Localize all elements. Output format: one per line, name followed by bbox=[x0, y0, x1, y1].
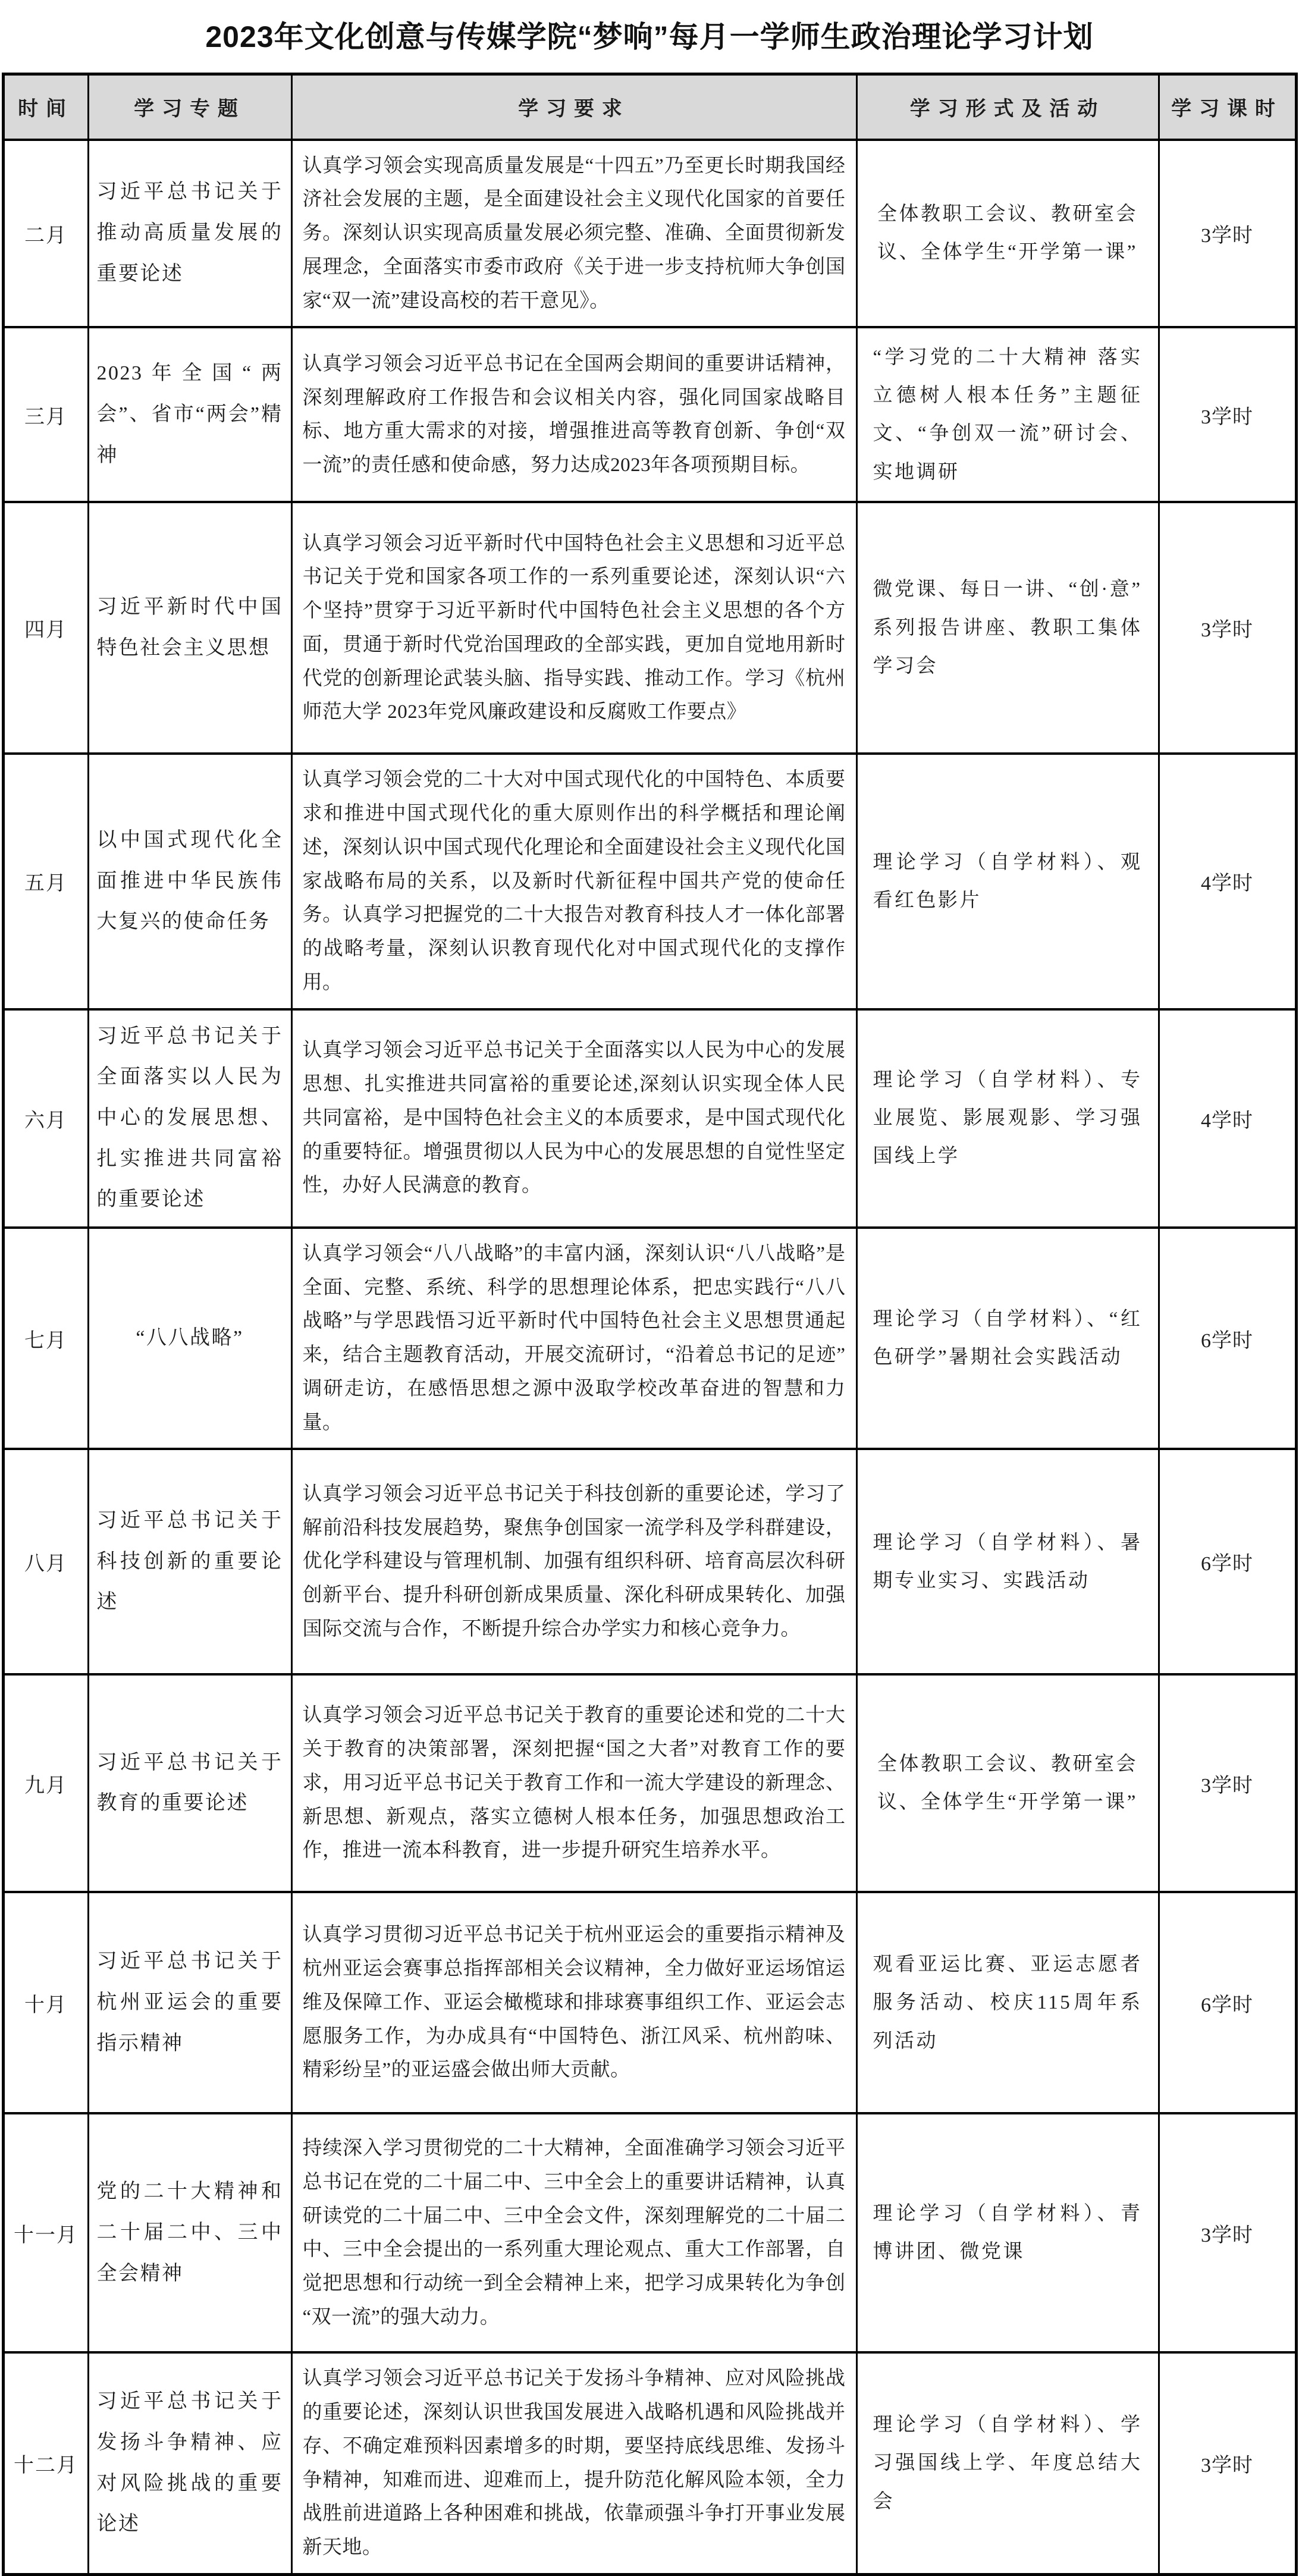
month-cell: 二月 bbox=[3, 140, 88, 328]
requirement-cell: 认真学习领会党的二十大对中国式现代化的中国特色、本质要求和推进中国式现代化的重大原则作出的科学概括和理论阐述，深刻认识中国式现代化理论和全面建设社会主义现代化国家战略布局的关系，以及新时代新征程中国共产党的使命任务。认真学习把握党的二十大报告对教育科技人才一体化部署的战略考量，深刻认识教育现代化对中国式现代化的支撑作用。 bbox=[291, 754, 856, 1009]
topic-cell: 习近平总书记关于科技创新的重要论述 bbox=[88, 1449, 291, 1674]
requirement-cell: 认真学习领会习近平总书记关于全面落实以人民为中心的发展思想、扎实推进共同富裕的重要论述,深刻认识实现全体人民共同富裕，是中国特色社会主义的本质要求，是中国式现代化的重要特征。增强贯彻以人民为中心的发展思想的自觉性坚定性，办好人民满意的教育。 bbox=[291, 1009, 856, 1228]
header-row bbox=[3, 74, 1296, 140]
topic-cell: 以中国式现代化全面推进中华民族伟大复兴的使命任务 bbox=[88, 754, 291, 1009]
table-header bbox=[3, 74, 1296, 140]
table-row bbox=[3, 754, 1296, 1009]
format-cell: 微党课、每日一讲、“创·意”系列报告讲座、教职工集体学习会 bbox=[856, 502, 1159, 754]
month-cell: 九月 bbox=[3, 1674, 88, 1892]
hours-cell: 4学时 bbox=[1159, 754, 1296, 1009]
hours-cell: 3学时 bbox=[1159, 2113, 1296, 2352]
format-cell: 理论学习（自学材料）、专业展览、影展观影、学习强国线上学 bbox=[856, 1009, 1159, 1228]
table-row bbox=[3, 2113, 1296, 2352]
header-time: 时间 bbox=[3, 74, 88, 140]
table-row bbox=[3, 1009, 1296, 1228]
header-topic: 学习专题 bbox=[88, 74, 291, 140]
table-row bbox=[3, 1449, 1296, 1674]
requirement-cell: 认真学习领会习近平总书记关于发扬斗争精神、应对风险挑战的重要论述，深刻认识世我国发展进入战略机遇和风险挑战并存、不确定难预料因素增多的时期，要坚持底线思维、发扬斗争精神，知难而进、迎难而上，提升防范化解风险本领，全力战胜前进道路上各种困难和挑战，依靠顽强斗争打开事业发展新天地。 bbox=[291, 2352, 856, 2574]
hours-cell: 6学时 bbox=[1159, 1892, 1296, 2113]
hours-cell: 3学时 bbox=[1159, 140, 1296, 328]
table-row bbox=[3, 1674, 1296, 1892]
hours-cell: 3学时 bbox=[1159, 502, 1296, 754]
hours-cell: 3学时 bbox=[1159, 2352, 1296, 2574]
page-title: 2023年文化创意与传媒学院“梦响”每月一学师生政治理论学习计划 bbox=[205, 20, 1094, 54]
table-row bbox=[3, 1892, 1296, 2113]
topic-cell: 习近平新时代中国特色社会主义思想 bbox=[88, 502, 291, 754]
hours-cell: 6学时 bbox=[1159, 1449, 1296, 1674]
month-cell: 五月 bbox=[3, 754, 88, 1009]
table-row bbox=[3, 1228, 1296, 1449]
requirement-cell: 认真学习领会“八八战略”的丰富内涵，深刻认识“八八战略”是全面、完整、系统、科学的思想理论体系，把忠实践行“八八战略”与学思践悟习近平新时代中国特色社会主义思想贯通起来，结合主题教育活动，开展交流研讨，“沿着总书记的足迹”调研走访，在感悟思想之源中汲取学校改革奋进的智慧和力量。 bbox=[291, 1228, 856, 1449]
format-cell: 理论学习（自学材料）、“红色研学”暑期社会实践活动 bbox=[856, 1228, 1159, 1449]
topic-cell: 习近平总书记关于发扬斗争精神、应对风险挑战的重要论述 bbox=[88, 2352, 291, 2574]
topic-cell: 党的二十大精神和二十届二中、三中全会精神 bbox=[88, 2113, 291, 2352]
requirement-cell: 认真学习领会习近平总书记关于科技创新的重要论述，学习了解前沿科技发展趋势，聚焦争创国家一流学科及学科群建设，优化学科建设与管理机制、加强有组织科研、培育高层次科研创新平台、提升科研创新成果质量、深化科研成果转化、加强国际交流与合作，不断提升综合办学实力和核心竞争力。 bbox=[291, 1449, 856, 1674]
month-cell: 四月 bbox=[3, 502, 88, 754]
topic-cell: 习近平总书记关于杭州亚运会的重要指示精神 bbox=[88, 1892, 291, 2113]
month-cell: 七月 bbox=[3, 1228, 88, 1449]
month-cell: 十二月 bbox=[3, 2352, 88, 2574]
header-format: 学习形式及活动 bbox=[856, 74, 1159, 140]
month-cell: 六月 bbox=[3, 1009, 88, 1228]
table-row bbox=[3, 140, 1296, 328]
month-cell: 三月 bbox=[3, 327, 88, 502]
requirement-cell: 认真学习领会习近平总书记在全国两会期间的重要讲话精神，深刻理解政府工作报告和会议相关内容，强化同国家战略目标、地方重大需求的对接，增强推进高等教育创新、争创“双一流”的责任感和使命感，努力达成2023年各项预期目标。 bbox=[291, 327, 856, 502]
requirement-cell: 认真学习领会实现高质量发展是“十四五”乃至更长时期我国经济社会发展的主题，是全面建设社会主义现代化国家的首要任务。深刻认识实现高质量发展必须完整、准确、全面贯彻新发展理念，全面落实市委市政府《关于进一步支持杭师大争创国家“双一流”建设高校的若干意见》。 bbox=[291, 140, 856, 328]
table-row bbox=[3, 2352, 1296, 2574]
topic-cell: 习近平总书记关于全面落实以人民为中心的发展思想、扎实推进共同富裕的重要论述 bbox=[88, 1009, 291, 1228]
header-requirement: 学习要求 bbox=[291, 74, 856, 140]
month-cell: 十一月 bbox=[3, 2113, 88, 2352]
format-cell: 全体教职工会议、教研室会议、全体学生“开学第一课” bbox=[856, 1674, 1159, 1892]
header-hours: 学习课时 bbox=[1159, 74, 1296, 140]
format-cell: 理论学习（自学材料）、学习强国线上学、年度总结大会 bbox=[856, 2352, 1159, 2574]
month-cell: 十月 bbox=[3, 1892, 88, 2113]
topic-cell: 习近平总书记关于推动高质量发展的重要论述 bbox=[88, 140, 291, 328]
format-cell: 理论学习（自学材料）、暑期专业实习、实践活动 bbox=[856, 1449, 1159, 1674]
table-row bbox=[3, 502, 1296, 754]
requirement-cell: 认真学习领会习近平总书记关于教育的重要论述和党的二十大关于教育的决策部署，深刻把握“国之大者”对教育工作的要求，用习近平总书记关于教育工作和一流大学建设的新理念、新思想、新观点，落实立德树人根本任务，加强思想政治工作，推进一流本科教育，进一步提升研究生培养水平。 bbox=[291, 1674, 856, 1892]
format-cell: “学习党的二十大精神 落实立德树人根本任务”主题征文、“争创双一流”研讨会、实地调研 bbox=[856, 327, 1159, 502]
study-plan-table bbox=[2, 73, 1298, 2576]
requirement-cell: 持续深入学习贯彻党的二十大精神，全面准确学习领会习近平总书记在党的二十届二中、三中全会上的重要讲话精神，认真研读党的二十届二中、三中全会文件，深刻理解党的二十届二中、三中全会提出的一系列重大理论观点、重大工作部署，自觉把思想和行动统一到全会精神上来，把学习成果转化为争创“双一流”的强大动力。 bbox=[291, 2113, 856, 2352]
topic-cell: 2023年全国“两会”、省市“两会”精神 bbox=[88, 327, 291, 502]
format-cell: 理论学习（自学材料）、青博讲团、微党课 bbox=[856, 2113, 1159, 2352]
format-cell: 全体教职工会议、教研室会议、全体学生“开学第一课” bbox=[856, 140, 1159, 328]
format-cell: 观看亚运比赛、亚运志愿者服务活动、校庆115周年系列活动 bbox=[856, 1892, 1159, 2113]
topic-cell: “八八战略” bbox=[88, 1228, 291, 1449]
topic-cell: 习近平总书记关于教育的重要论述 bbox=[88, 1674, 291, 1892]
format-cell: 理论学习（自学材料）、观看红色影片 bbox=[856, 754, 1159, 1009]
month-cell: 八月 bbox=[3, 1449, 88, 1674]
requirement-cell: 认真学习领会习近平新时代中国特色社会主义思想和习近平总书记关于党和国家各项工作的一系列重要论述，深刻认识“六个坚持”贯穿于习近平新时代中国特色社会主义思想的各个方面，贯通于新时代党治国理政的全部实践，更加自觉地用新时代党的创新理论武装头脑、指导实践、推动工作。学习《杭州师范大学 2023年党风廉政建设和反腐败工作要点》 bbox=[291, 502, 856, 754]
table-row bbox=[3, 327, 1296, 502]
requirement-cell: 认真学习贯彻习近平总书记关于杭州亚运会的重要指示精神及杭州亚运会赛事总指挥部相关会议精神，全力做好亚运场馆运维及保障工作、亚运会橄榄球和排球赛事组织工作、亚运会志愿服务工作，为办成具有“中国特色、浙江风采、杭州韵味、精彩纷呈”的亚运盛会做出师大贡献。 bbox=[291, 1892, 856, 2113]
hours-cell: 4学时 bbox=[1159, 1009, 1296, 1228]
hours-cell: 3学时 bbox=[1159, 1674, 1296, 1892]
hours-cell: 3学时 bbox=[1159, 327, 1296, 502]
hours-cell: 6学时 bbox=[1159, 1228, 1296, 1449]
table-body bbox=[3, 140, 1296, 2575]
